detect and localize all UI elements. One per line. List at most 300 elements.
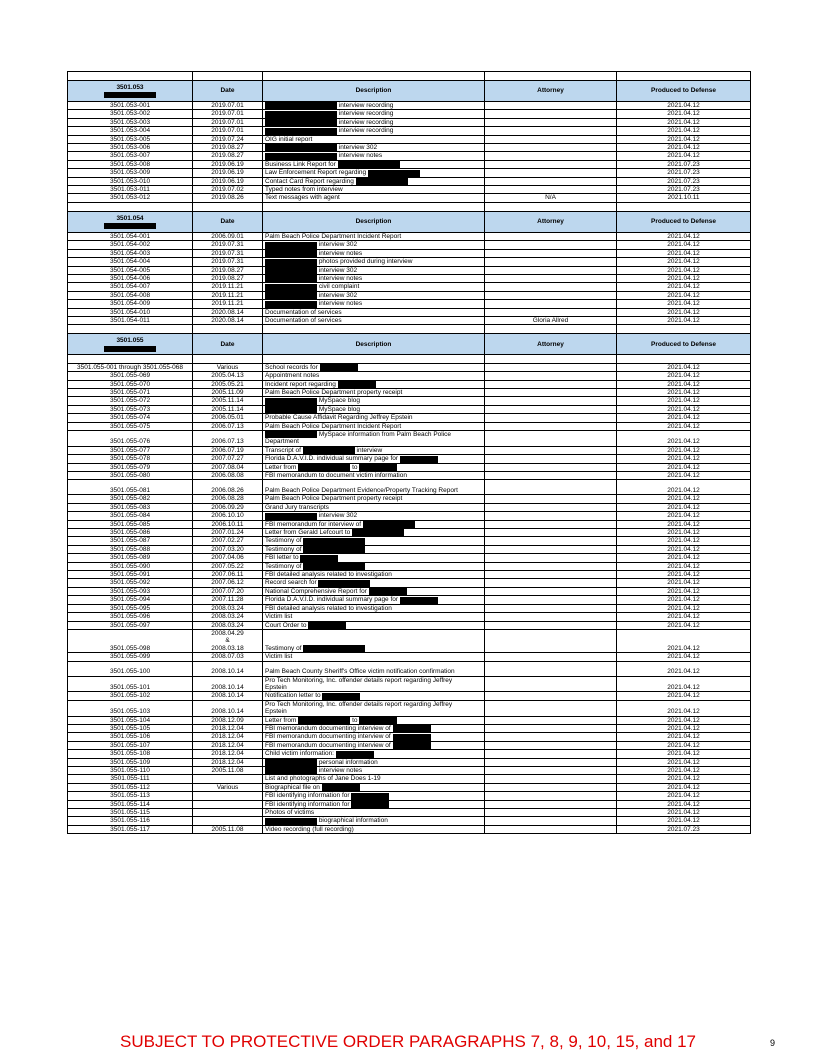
- exhibit-id: 3501.055-070: [109, 380, 151, 388]
- name-redaction: [265, 275, 317, 282]
- date-value: 2006.08.28: [211, 495, 244, 503]
- table-row: [68, 291, 751, 299]
- description-line: [265, 283, 482, 290]
- date-cell: [193, 587, 263, 595]
- produced-date: 2021.04.12: [667, 562, 700, 570]
- produced-column-header: [617, 211, 751, 232]
- description-line: [265, 241, 482, 248]
- description-cell: [263, 512, 485, 520]
- date-value: 2006.10.10: [211, 512, 244, 520]
- description-line: [265, 389, 482, 396]
- attorney-cell: [485, 135, 617, 143]
- exhibit-id-cell: [68, 152, 193, 160]
- description-line: [265, 588, 482, 595]
- date-cell: [193, 825, 263, 833]
- description-text: interview 302: [318, 512, 358, 520]
- exhibit-id: 3501.055-094: [109, 596, 151, 604]
- attorney-cell: [485, 372, 617, 380]
- name-redaction: [400, 456, 438, 463]
- spacer-row: [68, 72, 751, 81]
- date-cell: [193, 545, 263, 553]
- table-row: [68, 194, 751, 202]
- date-value: 2007.05.22: [211, 562, 244, 570]
- exhibit-id: 3501.053-004: [109, 127, 151, 135]
- produced-date-cell: [617, 169, 751, 177]
- description-text: Pro Tech Monitoring, Inc. offender details report regarding Jeffrey: [265, 676, 453, 684]
- attorney-cell: [485, 571, 617, 579]
- table-row: [68, 186, 751, 194]
- description-text: FBI identifying information for: [265, 792, 350, 800]
- exhibit-id: 3501.055-110: [110, 767, 150, 775]
- description-line: [265, 472, 482, 479]
- exhibit-id: 3501.055-086: [109, 529, 151, 537]
- description-text: MySpace blog: [318, 405, 361, 413]
- date-value: 2020.08.14: [211, 308, 244, 316]
- date-cell: [193, 316, 263, 324]
- description-line: [265, 537, 482, 544]
- date-cell: [193, 397, 263, 405]
- table-row: [68, 613, 751, 621]
- attorney-cell: [485, 258, 617, 266]
- description-line: [265, 809, 482, 816]
- date-value: 2008.10.14: [211, 668, 244, 676]
- exhibit-id-cell: [68, 512, 193, 520]
- date-cell: [193, 512, 263, 520]
- description-line: [265, 645, 482, 652]
- attorney-cell: [485, 186, 617, 194]
- attorney-cell: [485, 503, 617, 511]
- produced-date: 2021.04.12: [667, 446, 700, 454]
- produced-date-cell: [617, 587, 751, 595]
- description-cell: [263, 733, 485, 741]
- section-id-block: [70, 337, 190, 351]
- name-redaction: [265, 284, 317, 291]
- produced-date-cell: [617, 503, 751, 511]
- produced-date-cell: [617, 414, 751, 422]
- produced-date: 2021.04.12: [667, 487, 700, 495]
- date-value: 2006.10.11: [211, 520, 244, 528]
- exhibit-id-cell: [68, 127, 193, 135]
- attorney-cell: [485, 169, 617, 177]
- date-value: 2018.12.04: [211, 724, 244, 732]
- description-cell: [263, 422, 485, 430]
- exhibit-id-cell: [68, 596, 193, 604]
- produced-date: 2021.04.12: [667, 545, 700, 553]
- produced-date-cell: [617, 186, 751, 194]
- table-row: [68, 495, 751, 503]
- produced-date: 2021.04.12: [667, 653, 700, 661]
- spacer-row: [68, 325, 751, 334]
- produced-date-cell: [617, 724, 751, 732]
- protective-order-footer: SUBJECT TO PROTECTIVE ORDER PARAGRAPHS 7, 8, 9, 10, 15, and 17: [119, 1032, 696, 1051]
- exhibit-id: 3501.055-096: [109, 613, 151, 621]
- name-redaction: [303, 563, 365, 570]
- name-redaction: [265, 406, 317, 413]
- date-value: 2008.03.24: [211, 621, 244, 629]
- produced-date-cell: [617, 177, 751, 185]
- date-cell: [193, 741, 263, 749]
- description-cell: [263, 529, 485, 537]
- description-line: [265, 684, 482, 691]
- spacer-cell: [68, 325, 193, 334]
- table-row: [68, 700, 751, 716]
- table-row: [68, 724, 751, 732]
- date-cell: [193, 266, 263, 274]
- date-cell: [193, 529, 263, 537]
- attorney-cell: [485, 767, 617, 775]
- date-value: 2019.06.19: [211, 169, 244, 177]
- attorney-cell: [485, 596, 617, 604]
- description-text: Transcript of: [265, 446, 301, 454]
- date-value: 2019.07.31: [211, 249, 244, 257]
- description-text: Notification letter to: [265, 692, 321, 700]
- produced-date-cell: [617, 308, 751, 316]
- exhibit-id: 3501.054-006: [109, 274, 151, 282]
- description-cell: [263, 613, 485, 621]
- description-cell: [263, 554, 485, 562]
- description-cell: [263, 676, 485, 692]
- produced-date-cell: [617, 529, 751, 537]
- exhibit-id: 3501.055-113: [110, 792, 150, 800]
- produced-date-cell: [617, 363, 751, 371]
- description-line: [265, 317, 482, 324]
- table-row: [68, 692, 751, 700]
- date-value: 2019.07.31: [211, 241, 244, 249]
- description-cell: [263, 783, 485, 791]
- date-value: 2008.10.14: [211, 683, 244, 691]
- description-cell: [263, 775, 485, 783]
- produced-date: 2021.10.11: [667, 194, 700, 202]
- name-redaction: [359, 464, 397, 471]
- attorney-cell: [485, 817, 617, 825]
- description-line: [265, 275, 482, 282]
- description-cell: [263, 249, 485, 257]
- exhibit-id: 3501.055-093: [109, 587, 151, 595]
- exhibit-id-cell: [68, 480, 193, 495]
- date-cell: [193, 629, 263, 652]
- produced-date: 2021.04.12: [667, 596, 700, 604]
- produced-date-cell: [617, 232, 751, 240]
- table-row: [68, 363, 751, 371]
- description-text: Florida D.A.V.I.D. individual summary page for: [265, 596, 399, 604]
- exhibit-id: 3501.053-009: [109, 169, 151, 177]
- description-cell: [263, 800, 485, 808]
- table-row: [68, 545, 751, 553]
- produced-date-cell: [617, 800, 751, 808]
- attorney-cell: [485, 750, 617, 758]
- exhibit-id-cell: [68, 430, 193, 446]
- name-redaction: [303, 447, 355, 454]
- description-column-header: [263, 81, 485, 102]
- date-value: 2018.12.04: [211, 733, 244, 741]
- exhibit-id: 3501.053-008: [109, 160, 151, 168]
- name-redaction: [393, 742, 431, 749]
- attorney-cell: [485, 177, 617, 185]
- description-text: Text messages with agent: [265, 194, 340, 202]
- date-cell: [193, 258, 263, 266]
- description-line: [265, 267, 482, 274]
- name-redaction: [400, 597, 438, 604]
- produced-date: 2021.04.12: [667, 537, 700, 545]
- description-text: interview 302: [338, 144, 378, 152]
- exhibit-id-cell: [68, 767, 193, 775]
- spacer-cell: [263, 325, 485, 334]
- description-text: Documentation of services: [265, 316, 342, 324]
- name-redaction: [265, 119, 337, 126]
- exhibit-id-cell: [68, 241, 193, 249]
- description-text: Palm Beach County Sheriff's Office victim notification confirmation: [265, 668, 455, 676]
- produced-date: 2021.04.12: [667, 266, 700, 274]
- name-redaction: [336, 751, 374, 758]
- description-line: [265, 414, 482, 421]
- description-text: Palm Beach Police Department Evidence/Property Tracking Report: [265, 487, 458, 495]
- description-cell: [263, 372, 485, 380]
- description-line: [265, 817, 482, 824]
- description-cell: [263, 520, 485, 528]
- name-redaction: [265, 250, 317, 257]
- description-line: [265, 692, 482, 699]
- date-value: 2005.04.13: [211, 372, 244, 380]
- description-header-label: Description: [355, 87, 392, 95]
- attorney-cell: [485, 266, 617, 274]
- table-row: [68, 733, 751, 741]
- attorney-cell: [485, 545, 617, 553]
- produced-date-cell: [617, 783, 751, 791]
- table-row: [68, 152, 751, 160]
- description-line: [265, 563, 482, 570]
- exhibit-id-cell: [68, 405, 193, 413]
- section-header-row: [68, 81, 751, 102]
- produced-date-cell: [617, 512, 751, 520]
- description-cell: [263, 750, 485, 758]
- exhibit-id: 3501.055-084: [109, 512, 151, 520]
- section-id-block: [70, 215, 190, 229]
- date-cell: [193, 817, 263, 825]
- name-redaction: [338, 381, 376, 388]
- description-text: Palm Beach Police Department Incident Report: [265, 232, 402, 240]
- date-value: 2019.07.24: [211, 135, 244, 143]
- description-line: [265, 653, 482, 660]
- attorney-cell: [485, 792, 617, 800]
- description-cell: [263, 792, 485, 800]
- description-text: Incident report regarding: [265, 380, 336, 388]
- description-cell: [263, 363, 485, 371]
- exhibit-id: 3501.055-099: [109, 653, 151, 661]
- date-cell: [193, 414, 263, 422]
- section-header-row: [68, 334, 751, 355]
- table-row: [68, 455, 751, 463]
- exhibit-id: 3501.053-011: [110, 186, 150, 194]
- description-cell: [263, 455, 485, 463]
- exhibit-id-cell: [68, 308, 193, 316]
- date-value: 2005.11.08: [211, 767, 244, 775]
- exhibit-id: 3501.055-101: [109, 683, 151, 691]
- produced-date: 2021.07.23: [667, 177, 700, 185]
- exhibit-id-cell: [68, 733, 193, 741]
- date-cell: [193, 118, 263, 126]
- produced-date-cell: [617, 792, 751, 800]
- description-text: photos provided during interview: [318, 258, 413, 266]
- produced-date: 2021.04.12: [667, 817, 700, 825]
- exhibit-id: 3501.055-075: [109, 422, 151, 430]
- description-cell: [263, 110, 485, 118]
- description-line: [265, 152, 482, 159]
- date-cell: [193, 430, 263, 446]
- exhibit-id-cell: [68, 102, 193, 110]
- description-line: [265, 767, 482, 774]
- spacer-cell: [193, 72, 263, 81]
- attorney-cell: [485, 414, 617, 422]
- produced-date: 2021.04.12: [667, 258, 700, 266]
- table-row: [68, 587, 751, 595]
- date-cell: [193, 503, 263, 511]
- attorney-cell: [485, 388, 617, 396]
- description-line: [265, 801, 482, 808]
- exhibit-id: 3501.055-104: [109, 716, 151, 724]
- description-cell: [263, 186, 485, 194]
- exhibit-id: 3501.053-001: [109, 102, 151, 109]
- date-cell: [193, 783, 263, 791]
- date-cell: [193, 653, 263, 661]
- attorney-cell: [485, 144, 617, 152]
- produced-date-cell: [617, 700, 751, 716]
- description-text: Child victim information:: [265, 750, 334, 758]
- date-value: 2006.05.01: [211, 414, 244, 422]
- section-header-row: [68, 211, 751, 232]
- description-text: interview notes: [318, 274, 363, 282]
- produced-date: 2021.04.12: [667, 809, 700, 817]
- name-redaction: [359, 717, 397, 724]
- date-value: 2019.07.01: [211, 118, 244, 126]
- date-cell: [193, 520, 263, 528]
- exhibit-id: 3501.055-071: [109, 388, 151, 396]
- exhibit-id-cell: [68, 809, 193, 817]
- date-value: 2005.11.09: [211, 388, 244, 396]
- produced-date-cell: [617, 571, 751, 579]
- description-cell: [263, 767, 485, 775]
- description-cell: [263, 388, 485, 396]
- exhibit-id: 3501.054-008: [109, 291, 151, 299]
- name-redaction: [265, 767, 317, 774]
- name-redaction: [369, 588, 407, 595]
- produced-date: 2021.04.12: [667, 579, 700, 587]
- exhibit-id: 3501.055-088: [109, 545, 151, 553]
- description-line: [265, 144, 482, 151]
- section-name-redaction: [104, 346, 156, 352]
- produced-date-cell: [617, 817, 751, 825]
- attorney-cell: [485, 283, 617, 291]
- exhibit-id-cell: [68, 758, 193, 766]
- produced-date-cell: [617, 430, 751, 446]
- produced-date-cell: [617, 194, 751, 202]
- exhibit-id-cell: [68, 775, 193, 783]
- description-text: Testimony of: [265, 545, 302, 553]
- description-line: [265, 759, 482, 766]
- exhibit-id-cell: [68, 160, 193, 168]
- produced-date-cell: [617, 676, 751, 692]
- description-cell: [263, 283, 485, 291]
- table-row: [68, 767, 751, 775]
- date-cell: [193, 194, 263, 202]
- attorney-cell: [485, 520, 617, 528]
- date-cell: [193, 750, 263, 758]
- exhibit-id-cell: [68, 817, 193, 825]
- name-redaction: [298, 717, 350, 724]
- table-row: [68, 380, 751, 388]
- name-redaction: [265, 301, 317, 308]
- exhibit-id: 3501.055-108: [109, 750, 151, 758]
- name-redaction: [303, 645, 365, 652]
- exhibit-id: 3501.053-005: [109, 135, 151, 143]
- produced-date-cell: [617, 300, 751, 308]
- description-text: Victim list: [265, 653, 293, 661]
- date-cell: [193, 554, 263, 562]
- exhibit-id-cell: [68, 562, 193, 570]
- produced-date-cell: [617, 741, 751, 749]
- produced-date-cell: [617, 537, 751, 545]
- date-cell: [193, 579, 263, 587]
- exhibit-id: 3501.053-003: [109, 118, 151, 126]
- description-cell: [263, 308, 485, 316]
- produced-date: 2021.04.12: [667, 621, 700, 629]
- date-value: 2019.07.01: [211, 102, 244, 109]
- attorney-cell: [485, 300, 617, 308]
- name-redaction: [265, 102, 337, 109]
- description-text: FBI memorandum documenting interview of: [265, 741, 391, 749]
- name-redaction: [265, 513, 317, 520]
- description-cell: [263, 355, 485, 363]
- description-text: interview 302: [318, 291, 358, 299]
- date-value: 2006.09.29: [211, 503, 244, 511]
- attorney-cell: [485, 397, 617, 405]
- table-row: [68, 825, 751, 833]
- attorney-cell: [485, 160, 617, 168]
- table-row: [68, 316, 751, 324]
- produced-column-header: [617, 334, 751, 355]
- table-row: [68, 750, 751, 758]
- date-cell: [193, 160, 263, 168]
- description-cell: [263, 266, 485, 274]
- description-text: FBI detailed analysis related to investigation: [265, 571, 392, 579]
- table-row: [68, 232, 751, 240]
- description-text: to: [352, 716, 358, 724]
- description-line: [265, 136, 482, 143]
- date-value: 2007.01.24: [211, 529, 244, 537]
- attorney-cell: [485, 363, 617, 371]
- date-header-label: Date: [220, 218, 235, 226]
- exhibit-id: 3501.053-002: [109, 110, 151, 118]
- date-column-header: [193, 81, 263, 102]
- table-row: [68, 177, 751, 185]
- table-row: [68, 422, 751, 430]
- exhibit-id-cell: [68, 676, 193, 692]
- description-line: [265, 521, 482, 528]
- date-value: 2008.03.18: [211, 644, 244, 652]
- produced-date-cell: [617, 767, 751, 775]
- date-value: 2008.03.24: [211, 613, 244, 621]
- attorney-cell: [485, 405, 617, 413]
- produced-date: 2021.07.23: [667, 169, 700, 177]
- exhibit-id-cell: [68, 186, 193, 194]
- description-text: MySpace blog: [318, 397, 361, 405]
- exhibit-id-cell: [68, 355, 193, 363]
- produced-date: 2021.04.12: [667, 110, 700, 118]
- date-cell: [193, 692, 263, 700]
- date-cell: [193, 775, 263, 783]
- description-text: Video recording (full recording): [265, 825, 354, 833]
- exhibit-id-cell: [68, 258, 193, 266]
- date-value: 2019.07.01: [211, 110, 244, 118]
